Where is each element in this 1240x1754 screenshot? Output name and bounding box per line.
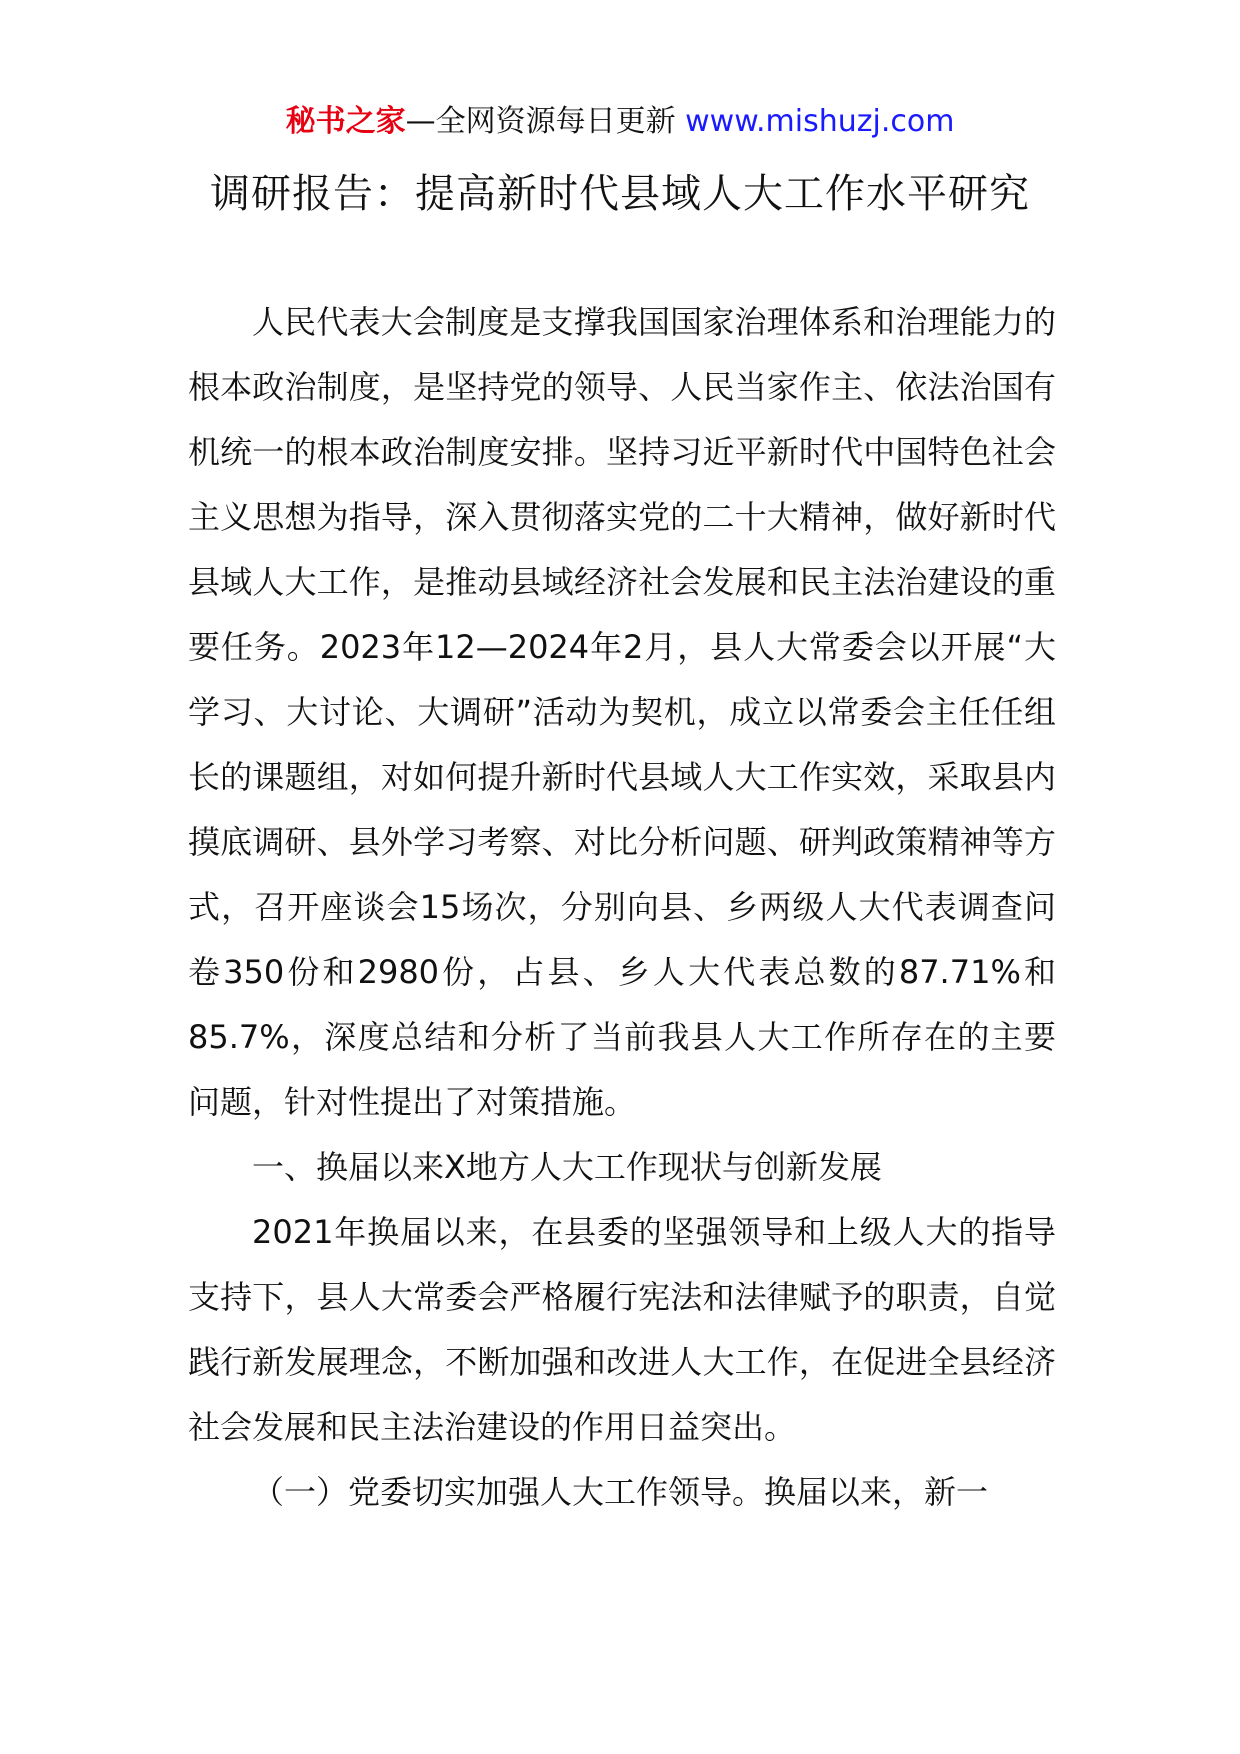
- site-header: [0, 100, 1240, 144]
- intro-paragraph: 人民代表大会制度是支撑我国国家治理体系和治理能力的根本政治制度，是坚持党的领导、人民当家作主、依法治国有机统一的根本政治制度安排。坚持习近平新时代中国特色社会主义思想为指导，深入贯彻落实党的二十大精神，做好新时代县域人大工作，是推动县域经济社会发展和民主法治建设的重要任务。2023年12—2024年2月，县人大常委会以开展“大学习、大讨论、大调研”活动为契机，成立以常委会主任任组长的课题组，对如何提升新时代县域人大工作实效，采取县内摸底调研、县外学习考察、对比分析问题、研判政策精神等方式，召开座谈会15场次，分别向县、乡两级人大代表调查问卷350份和2980份，占县、乡人大代表总数的87.71%和85.7%，深度总结和分析了当前我县人大工作所存在的主要问题，针对性提出了对策措施。: [188, 303, 1056, 1121]
- site-brand: 秘书之家: [285, 104, 406, 139]
- section-heading-1: 一、换届以来X地方人大工作现状与创新发展: [252, 1148, 882, 1186]
- section-paragraph: 2021年换届以来，在县委的坚强领导和上级人大的指导支持下，县人大常委会严格履行宪法和法律赋予的职责，自觉践行新发展理念，不断加强和改进人大工作，在促进全县经济社会发展和民主法治建设的作用日益突出。: [188, 1213, 1056, 1446]
- site-slogan: —全网资源每日更新: [405, 104, 676, 139]
- document-body: [188, 290, 1056, 1525]
- document-title: 调研报告：提高新时代县域人大工作水平研究: [210, 171, 1030, 217]
- subsection-paragraph: （一）党委切实加强人大工作领导。换届以来，新一: [252, 1473, 989, 1511]
- site-url-link[interactable]: www.mishuzj.com: [685, 104, 955, 139]
